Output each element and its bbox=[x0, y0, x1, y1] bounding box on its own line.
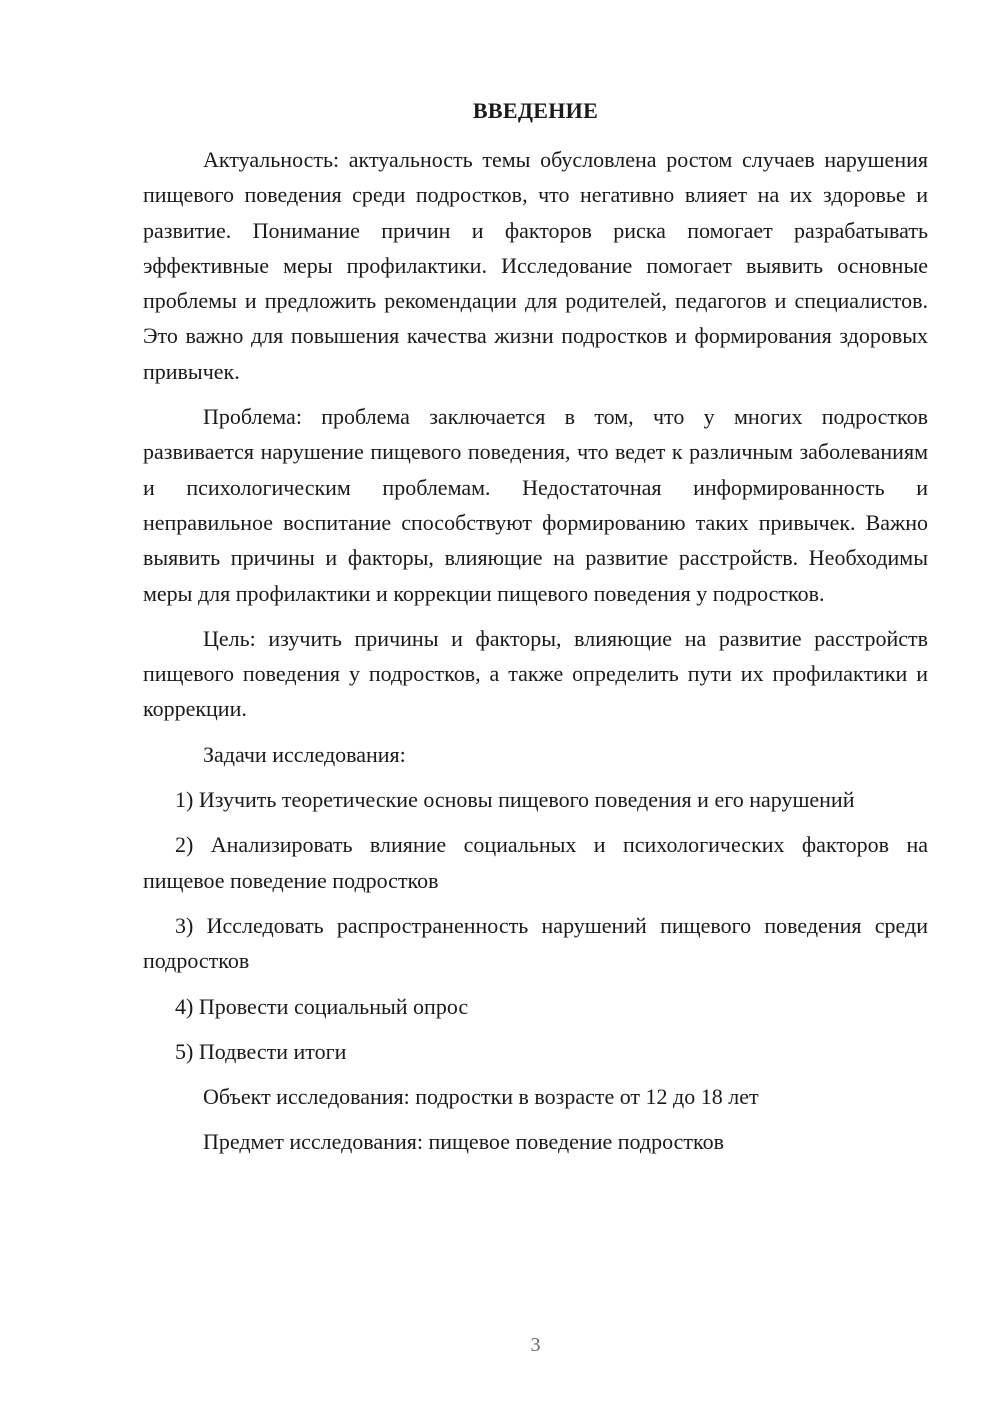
problem-paragraph: Проблема: проблема заключается в том, что у многих подростков развивается нарушение пищевого поведения, что ведет к различным заболеваниям и психологическим проблемам. Недостаточная информированность и неправильное воспитание способствуют формированию таких привычек. Важно выявить причины и факторы, влияющие на развитие расстройств. Необходимы меры для профилактики и коррекции пищевого поведения у подростков. bbox=[143, 404, 928, 606]
task-item-3: 3) Исследовать распространенность нарушений пищевого поведения среди подростков bbox=[143, 912, 928, 974]
task-item-4: 4) Провести социальный опрос bbox=[175, 993, 469, 1019]
research-subject: Предмет исследования: пищевое поведение подростков bbox=[203, 1129, 724, 1155]
document-page bbox=[143, 0, 928, 1414]
relevance-paragraph: Актуальность: актуальность темы обусловлена ростом случаев нарушения пищевого поведения среди подростков, что негативно влияет на их здоровье и развитие. Понимание причин и факторов риска помогает разрабатывать эффективные меры профилактики. Исследование помогает выявить основные проблемы и предложить рекомендации для родителей, педагогов и специалистов. Это важно для повышения качества жизни подростков и формирования здоровых привычек. bbox=[143, 147, 928, 384]
tasks-heading: Задачи исследования: bbox=[203, 741, 406, 767]
task-item-5: 5) Подвести итоги bbox=[175, 1038, 347, 1064]
goal-paragraph: Цель: изучить причины и факторы, влияющие на развитие расстройств пищевого поведения у подростков, а также определить пути их профилактики и коррекции. bbox=[143, 625, 928, 722]
page-number: 3 bbox=[530, 1334, 541, 1356]
research-object: Объект исследования: подростки в возрасте от 12 до 18 лет bbox=[203, 1084, 759, 1110]
task-item-2: 2) Анализировать влияние социальных и психологических факторов на пищевое поведение подростков bbox=[143, 832, 928, 893]
task-item-1: 1) Изучить теоретические основы пищевого поведения и его нарушений bbox=[175, 787, 855, 813]
document-body bbox=[143, 142, 928, 1170]
section-title: ВВЕДЕНИЕ bbox=[472, 98, 599, 123]
